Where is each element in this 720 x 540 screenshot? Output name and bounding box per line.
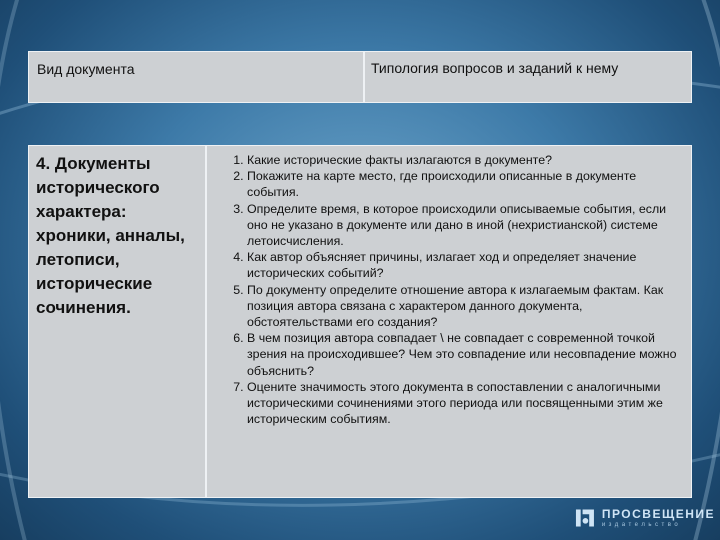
publisher-logo xyxy=(575,500,715,536)
question-item: 6. В чем позиция автора совпадает \ не совпадает с современной точкой зрения на происходившее? Чем это совпадение или несовпадение можно объяснить? xyxy=(247,330,685,379)
question-item: 4. Как автор объясняет причины, излагает ход и определяет значение исторических событий? xyxy=(247,249,685,281)
header-document-type-label: Вид документа xyxy=(37,61,135,77)
question-item: 2. Покажите на карте место, где происходили описанные в документе события. xyxy=(247,168,685,200)
header-document-type xyxy=(28,51,364,103)
header-question-typology-label: Типология вопросов и заданий к нему xyxy=(371,60,619,76)
publisher-name: ПРОСВЕЩЕНИЕ xyxy=(601,506,715,521)
document-type-cell xyxy=(28,145,206,498)
question-item: 5. По документу определите отношение автора к излагаемым фактам. Как позиция автора связана с характером данного документа, обстоятельствами его создания? xyxy=(247,282,685,331)
header-question-typology xyxy=(364,51,692,103)
publisher-subtitle: издательство xyxy=(601,521,682,528)
question-item: 1. Какие исторические факты излагаются в документе? xyxy=(247,152,685,168)
publisher-logo-icon xyxy=(575,506,596,530)
question-item: 3. Определите время, в которое происходили описываемые события, если оно не указано в документе или дано в иной (нехристианской) системе летоисчисления. xyxy=(247,201,685,250)
questions-cell xyxy=(206,145,692,498)
question-item: 7. Оцените значимость этого документа в сопоставлении с аналогичными историческими сочинениями этого периода или посвященными этим же историческим событиям. xyxy=(247,379,685,428)
questions-list xyxy=(213,152,685,427)
document-type-text: 4. Документы исторического характера: хроники, анналы, летописи, исторические сочинения. xyxy=(36,154,185,317)
